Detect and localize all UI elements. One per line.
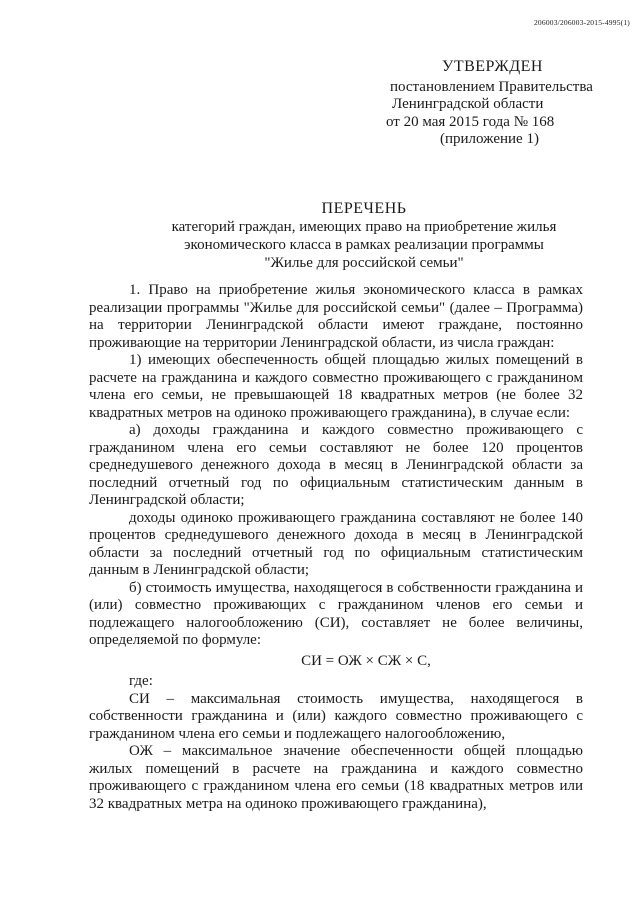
document-title xyxy=(0,200,640,272)
approval-appendix: (приложение 1) xyxy=(440,131,539,147)
approval-date: от 20 мая 2015 года № 168 xyxy=(386,113,555,130)
approval-line: постановлением Правительства xyxy=(390,78,593,95)
paragraph: а) доходы гражданина и каждого совместно проживающего с гражданином члена его семьи составляют не более 120 процентов среднедушевого денежного дохода в месяц в Ленинградской области за последний отчетный год по официальным статистическим данным в Ленинградской области; xyxy=(89,422,583,508)
title-heading: ПЕРЕЧЕНЬ xyxy=(321,200,407,217)
definition: СИ – максимальная стоимость имущества, находящегося в собственности гражданина и (или) каждого совместно проживающего с гражданином члена его семьи и подлежащего налогообложению, xyxy=(89,690,583,742)
title-line: категорий граждан, имеющих право на приобретение жилья xyxy=(171,219,557,235)
definition: ОЖ – максимальное значение обеспеченности общей площадью жилых помещений в расчете на гражданина и каждого совместно проживающего с гражданином члена его семьи (18 квадратных метров или 32 квадратных метра на одиноко проживающего гражданина), xyxy=(89,743,583,812)
document-body xyxy=(89,282,583,813)
document-id: 206003/206003-2015-4995(1) xyxy=(533,18,630,27)
paragraph: доходы одиноко проживающего гражданина составляют не более 140 процентов среднедушевого денежного дохода в месяц в Ленинградской области за последний отчетный год по официальным статистическим данным в Ленинградской области; xyxy=(89,509,583,578)
approval-block xyxy=(386,58,626,149)
title-line: "Жилье для российской семьи" xyxy=(264,255,464,271)
paragraph: 1) имеющих обеспеченность общей площадью жилых помещений в расчете на гражданина и каждого совместно проживающего с гражданином члена его семьи, не превышающей 18 квадратных метров (не более 32 квадратных метров на одиноко проживающего гражданина), в случае если: xyxy=(89,352,583,421)
title-line: экономического класса в рамках реализации программы xyxy=(184,237,544,253)
paragraph: б) стоимость имущества, находящегося в собственности гражданина и (или) совместно проживающих с гражданином членов его семьи и подлежащего налогообложению (СИ), составляет не более величины, определяемой по формуле: xyxy=(89,579,583,648)
formula: СИ = ОЖ × СЖ × С, xyxy=(301,652,431,669)
approval-line: Ленинградской области xyxy=(392,96,544,112)
where-label: где: xyxy=(129,673,153,689)
paragraph: 1. Право на приобретение жилья экономического класса в рамках реализации программы "Жилье для российской семьи" (далее – Программа) на территории Ленинградской области имеют граждане, постоянно проживающие на территории Ленинградской области, из числа граждан: xyxy=(89,282,583,351)
approval-heading: УТВЕРЖДЕН xyxy=(442,58,543,75)
